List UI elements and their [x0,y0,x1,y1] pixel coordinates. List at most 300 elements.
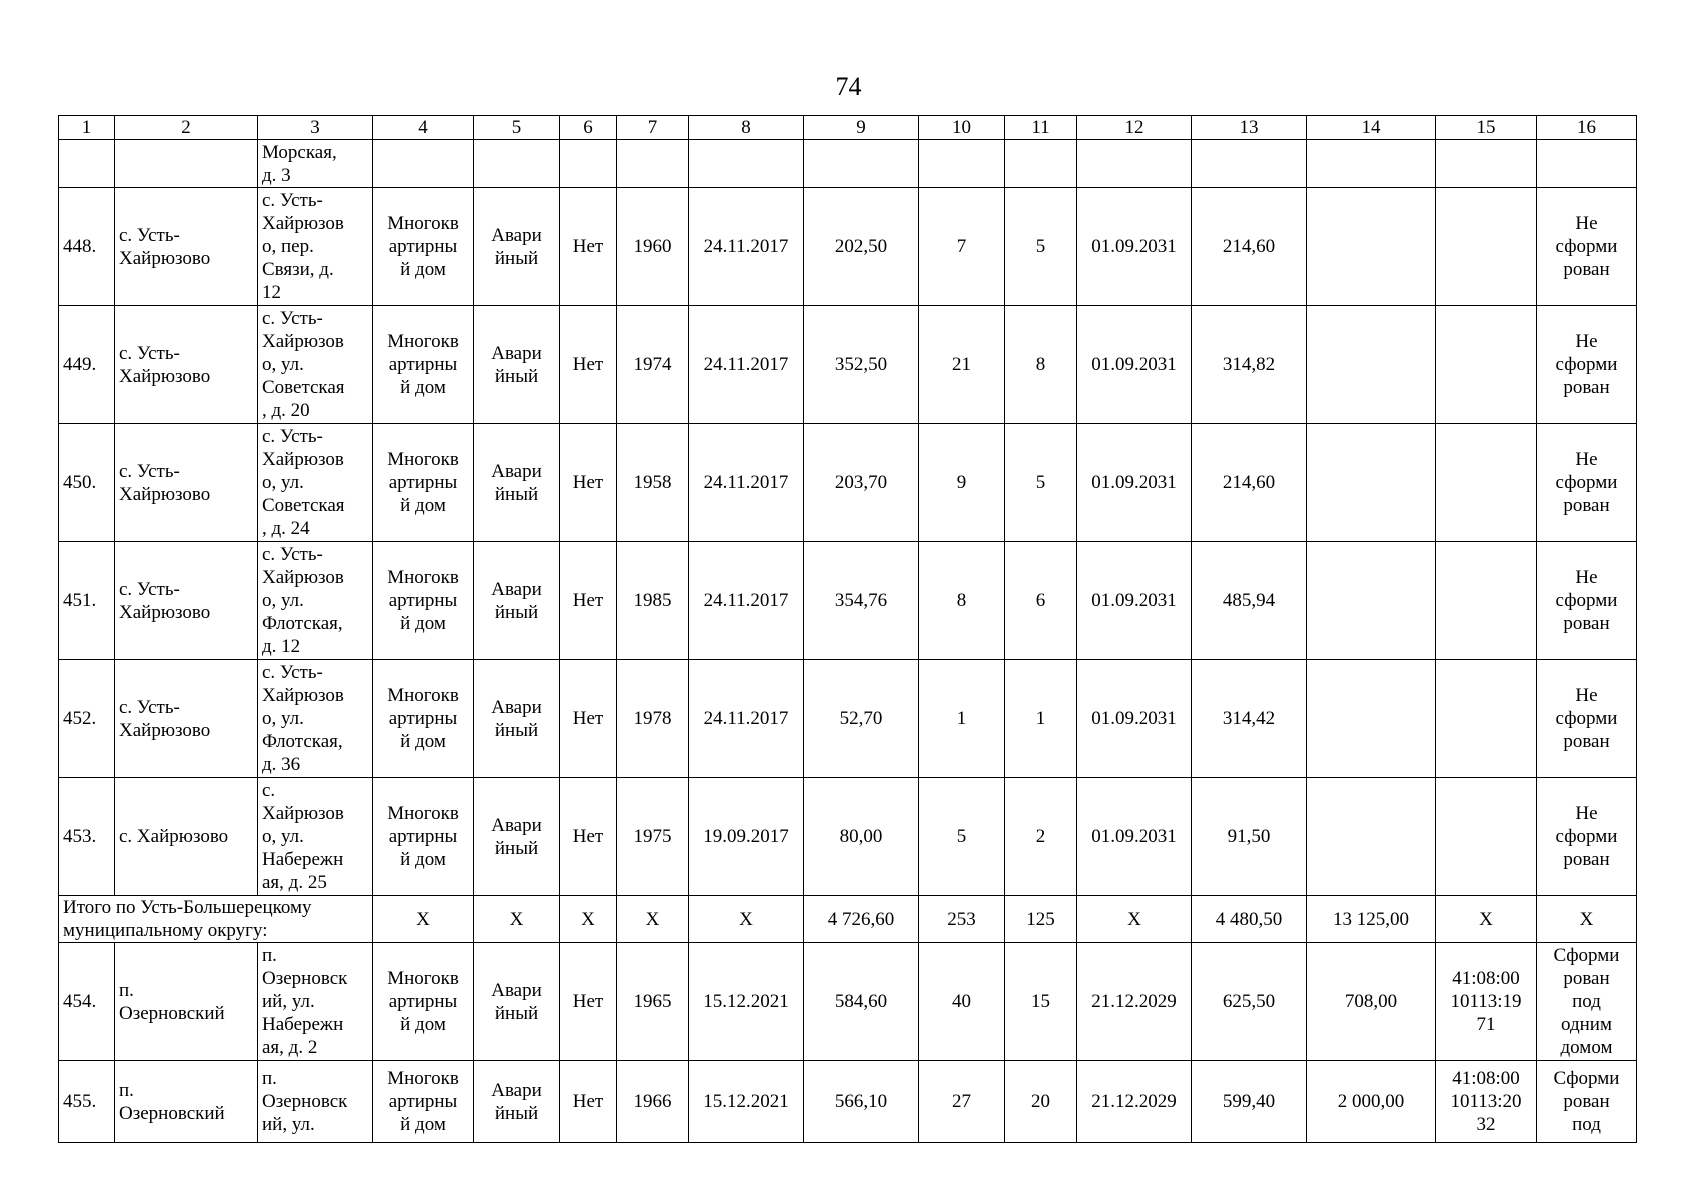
land-plot-status-cell-line: сформи [1555,236,1618,257]
address-cell-line: п. [262,945,277,966]
cadastral-number-cell [1436,424,1537,542]
land-plot-status-cell-line: Не [1575,213,1598,234]
column-10-cell: 5 [919,778,1005,896]
column-13-cell: 599,40 [1192,1061,1307,1143]
address-cell-line: Озерновск [262,1091,348,1112]
column-13-cell: 485,94 [1192,542,1307,660]
column-11-cell: 6 [1005,542,1077,660]
recognition-date-cell: 15.12.2021 [689,1061,804,1143]
address-cell-line: п. [262,1068,277,1089]
address-cell-line: ая, д. 25 [262,872,327,893]
column-11-cell: 8 [1005,306,1077,424]
address-cell-line: Хайрюзов [262,567,344,588]
year-built-cell: 1966 [617,1061,689,1143]
cadastral-number-cell [1436,1061,1537,1143]
column-14-cell [1307,424,1436,542]
column-14-cell [1307,542,1436,660]
column-6-cell: Нет [560,1061,617,1143]
settlement-cell [115,660,258,778]
continued-address-cell-line: д. 3 [262,164,291,186]
column-number-3: 3 [258,116,373,140]
building-type-cell-line: Многокв [387,968,459,989]
address-cell-line: о, ул. [262,472,304,493]
row-number-cell: 451. [59,542,115,660]
building-type-cell [373,306,474,424]
deadline-date-cell: 01.09.2031 [1077,188,1192,306]
column-6-cell: Нет [560,943,617,1061]
building-type-cell [373,943,474,1061]
address-cell-line: Флотская, [262,613,343,634]
column-11-cell: 20 [1005,1061,1077,1143]
column-14-cell: 2 000,00 [1307,1061,1436,1143]
address-cell-line: 12 [262,282,281,303]
column-number-1: 1 [59,116,115,140]
column-10-cell: 21 [919,306,1005,424]
building-type-cell-line: Многокв [387,1068,459,1089]
cadastral-number-cell [1436,943,1537,1061]
address-cell-line: Набережн [262,1014,344,1035]
column-13-cell: 214,60 [1192,188,1307,306]
building-type-cell [373,188,474,306]
address-cell-line: о, ул. [262,354,304,375]
empty-cell [804,140,919,188]
empty-cell [373,140,474,188]
column-14-cell [1307,660,1436,778]
column-number-13: 13 [1192,116,1307,140]
page-number: 74 [835,72,862,101]
column-number-9: 9 [804,116,919,140]
empty-cell [115,140,258,188]
column-11-cell: 5 [1005,188,1077,306]
address-cell-line: ий, ул. [262,1114,315,1135]
recognition-date-cell: 19.09.2017 [689,778,804,896]
column-11-cell: 1 [1005,660,1077,778]
cadastral-number-cell [1436,188,1537,306]
empty-cell [689,140,804,188]
column-13-cell: 91,50 [1192,778,1307,896]
cadastral-number-cell-line: 41:08:00 [1452,968,1520,989]
column-10-cell: 1 [919,660,1005,778]
table-row [59,188,1637,306]
condition-status-cell-line: йный [494,1102,539,1124]
total-label-cell-line: Итого по Усть-Большерецкому [63,897,312,918]
column-numbers-row [59,116,1637,140]
total-c6-cell: Х [560,896,617,943]
address-cell-line: с. Усть- [262,544,323,565]
column-10-cell: 8 [919,542,1005,660]
address-cell [258,424,373,542]
land-plot-status-cell-line: под [1572,1114,1601,1135]
cadastral-number-cell [1436,542,1537,660]
total-c16-cell: Х [1537,896,1637,943]
condition-status-cell [474,306,560,424]
column-14-cell: 708,00 [1307,943,1436,1061]
land-plot-status-cell [1537,778,1637,896]
condition-status-cell-line: Авари [491,814,542,836]
column-13-cell: 314,42 [1192,660,1307,778]
condition-status-cell-line: Авари [491,979,542,1001]
address-cell [258,778,373,896]
address-cell-line: Набережн [262,849,344,870]
building-type-cell-line: й дом [400,377,446,398]
condition-status-cell-line: йный [494,837,539,859]
condition-status-cell-line: йный [494,247,539,269]
address-cell [258,943,373,1061]
address-cell-line: о, ул. [262,708,304,729]
table-row [59,542,1637,660]
settlement-cell [115,943,258,1061]
address-cell-line: д. 36 [262,754,301,775]
condition-status-cell [474,943,560,1061]
column-13-cell: 214,60 [1192,424,1307,542]
settlement-cell-line: п. [119,979,134,1001]
condition-status-cell-line: Авари [491,578,542,600]
table-row [59,306,1637,424]
building-type-cell [373,660,474,778]
column-6-cell: Нет [560,778,617,896]
recognition-date-cell: 24.11.2017 [689,660,804,778]
address-cell-line: с. Усть- [262,308,323,329]
address-cell-line: , д. 24 [262,518,310,539]
column-11-cell: 5 [1005,424,1077,542]
building-type-cell-line: й дом [400,613,446,634]
land-plot-status-cell-line: сформи [1555,354,1618,375]
total-c15-cell: Х [1436,896,1537,943]
address-cell [258,1061,373,1143]
building-type-cell [373,778,474,896]
empty-cell [1537,140,1637,188]
condition-status-cell-line: Авари [491,342,542,364]
row-number-cell: 453. [59,778,115,896]
column-number-2: 2 [115,116,258,140]
row-number-cell: 454. [59,943,115,1061]
column-10-cell: 40 [919,943,1005,1061]
column-6-cell: Нет [560,660,617,778]
land-plot-status-cell-line: рован [1563,968,1610,989]
total-c12-cell: Х [1077,896,1192,943]
deadline-date-cell: 21.12.2029 [1077,943,1192,1061]
cadastral-number-cell-line: 41:08:00 [1452,1068,1520,1089]
total-c10-cell: 253 [919,896,1005,943]
column-number-8: 8 [689,116,804,140]
building-type-cell-line: й дом [400,495,446,516]
address-cell-line: Озерновск [262,968,348,989]
land-plot-status-cell-line: рован [1563,495,1610,516]
total-c8-cell: Х [689,896,804,943]
empty-cell [919,140,1005,188]
area-cell: 202,50 [804,188,919,306]
settlement-cell-line: с. Усть- [119,460,180,482]
empty-cell [1436,140,1537,188]
building-type-cell [373,542,474,660]
settlement-cell-line: Озерновский [119,1002,225,1024]
building-type-cell-line: артирны [388,1091,458,1112]
settlement-cell-line: с. Усть- [119,224,180,246]
building-type-cell-line: Многокв [387,213,459,234]
land-plot-status-cell-line: рован [1563,259,1610,280]
recognition-date-cell: 24.11.2017 [689,424,804,542]
settlement-cell-line: Хайрюзово [119,601,211,623]
settlement-cell-line: Хайрюзово [119,483,211,505]
land-plot-status-cell-line: Не [1575,803,1598,824]
column-number-5: 5 [474,116,560,140]
address-cell [258,188,373,306]
row-number-cell: 448. [59,188,115,306]
condition-status-cell-line: Авари [491,1079,542,1101]
land-plot-status-cell [1537,424,1637,542]
table-row [59,424,1637,542]
settlement-cell-line: Хайрюзово [119,247,211,269]
empty-cell [1307,140,1436,188]
cadastral-number-cell-line: 10113:19 [1450,991,1522,1012]
land-plot-status-cell-line: рован [1563,1091,1610,1112]
land-plot-status-cell-line: Сформи [1553,945,1620,966]
building-type-cell-line: артирны [388,236,458,257]
address-cell-line: с. Усть- [262,662,323,683]
table-row [59,778,1637,896]
total-c4-cell: Х [373,896,474,943]
settlement-cell-line: с. Усть- [119,342,180,364]
land-plot-status-cell-line: сформи [1555,708,1618,729]
land-plot-status-cell-line: домом [1560,1037,1613,1058]
building-type-cell-line: Многокв [387,331,459,352]
continuation-row [59,140,1637,188]
address-cell-line: Хайрюзов [262,213,344,234]
settlement-cell-line: Хайрюзово [119,365,211,387]
land-plot-status-cell-line: Не [1575,331,1598,352]
column-6-cell: Нет [560,188,617,306]
settlement-cell [115,542,258,660]
deadline-date-cell: 01.09.2031 [1077,542,1192,660]
settlement-cell [115,778,258,896]
column-6-cell: Нет [560,542,617,660]
settlement-cell [115,1061,258,1143]
address-cell-line: с. Усть- [262,190,323,211]
settlement-cell-line: с. Усть- [119,578,180,600]
land-plot-status-cell-line: сформи [1555,826,1618,847]
condition-status-cell-line: йный [494,1002,539,1024]
address-cell-line: Хайрюзов [262,449,344,470]
area-cell: 52,70 [804,660,919,778]
deadline-date-cell: 21.12.2029 [1077,1061,1192,1143]
area-cell: 352,50 [804,306,919,424]
total-c9-cell: 4 726,60 [804,896,919,943]
table-row [59,943,1637,1061]
land-plot-status-cell-line: сформи [1555,590,1618,611]
settlement-cell-line: п. [119,1079,134,1101]
total-c5-cell: Х [474,896,560,943]
building-type-cell-line: артирны [388,472,458,493]
building-type-cell-line: артирны [388,826,458,847]
area-cell: 584,60 [804,943,919,1061]
row-number-cell: 450. [59,424,115,542]
building-type-cell-line: Многокв [387,449,459,470]
column-14-cell [1307,306,1436,424]
column-number-10: 10 [919,116,1005,140]
address-cell-line: , д. 20 [262,400,310,421]
condition-status-cell [474,424,560,542]
settlement-cell [115,188,258,306]
empty-cell [617,140,689,188]
land-plot-status-cell [1537,542,1637,660]
total-c7-cell: Х [617,896,689,943]
row-number-cell: 452. [59,660,115,778]
condition-status-cell-line: йный [494,365,539,387]
land-plot-status-cell-line: рован [1563,613,1610,634]
recognition-date-cell: 24.11.2017 [689,188,804,306]
column-10-cell: 7 [919,188,1005,306]
condition-status-cell-line: Авари [491,696,542,718]
cadastral-number-cell-line: 10113:20 [1450,1091,1522,1112]
year-built-cell: 1960 [617,188,689,306]
condition-status-cell-line: Авари [491,460,542,482]
condition-status-cell [474,542,560,660]
cadastral-number-cell [1436,778,1537,896]
building-type-cell-line: артирны [388,590,458,611]
building-type-cell-line: й дом [400,849,446,870]
empty-cell [59,140,115,188]
address-cell-line: Связи, д. [262,259,334,280]
column-number-6: 6 [560,116,617,140]
address-cell-line: ий, ул. [262,991,315,1012]
empty-cell [1005,140,1077,188]
empty-cell [474,140,560,188]
building-type-cell-line: Многокв [387,567,459,588]
condition-status-cell [474,660,560,778]
building-type-cell [373,424,474,542]
total-label-cell [59,896,373,943]
table-row [59,1061,1637,1143]
address-cell-line: Советская [262,377,345,398]
land-plot-status-cell-line: Сформи [1553,1068,1620,1089]
column-number-4: 4 [373,116,474,140]
settlement-cell [115,424,258,542]
empty-cell [560,140,617,188]
total-c13-cell: 4 480,50 [1192,896,1307,943]
land-plot-status-cell [1537,943,1637,1061]
building-type-cell-line: артирны [388,354,458,375]
condition-status-cell [474,778,560,896]
land-plot-status-cell-line: сформи [1555,472,1618,493]
condition-status-cell-line: йный [494,719,539,741]
address-cell-line: с. [262,780,276,801]
land-plot-status-cell-line: рован [1563,849,1610,870]
building-type-cell-line: артирны [388,708,458,729]
address-cell-line: о, ул. [262,826,304,847]
land-plot-status-cell-line: Не [1575,567,1598,588]
address-cell-line: д. 12 [262,636,301,657]
condition-status-cell [474,188,560,306]
land-plot-status-cell [1537,306,1637,424]
cadastral-number-cell [1436,660,1537,778]
address-cell-line: с. Усть- [262,426,323,447]
total-row [59,896,1637,943]
address-cell [258,660,373,778]
year-built-cell: 1978 [617,660,689,778]
column-14-cell [1307,778,1436,896]
settlement-cell-line: с. Хайрюзово [119,826,229,847]
year-built-cell: 1965 [617,943,689,1061]
area-cell: 566,10 [804,1061,919,1143]
address-cell-line: Хайрюзов [262,331,344,352]
address-cell [258,542,373,660]
address-cell-line: Советская [262,495,345,516]
settlement-cell-line: с. Усть- [119,696,180,718]
area-cell: 354,76 [804,542,919,660]
housing-registry-table [58,115,1637,1143]
year-built-cell: 1974 [617,306,689,424]
total-c14-cell: 13 125,00 [1307,896,1436,943]
recognition-date-cell: 24.11.2017 [689,542,804,660]
column-11-cell: 2 [1005,778,1077,896]
address-cell-line: о, ул. [262,590,304,611]
settlement-cell-line: Хайрюзово [119,719,211,741]
address-cell [258,306,373,424]
table-row [59,660,1637,778]
empty-cell [1192,140,1307,188]
row-number-cell: 455. [59,1061,115,1143]
building-type-cell-line: Многокв [387,685,459,706]
column-number-11: 11 [1005,116,1077,140]
address-cell-line: Хайрюзов [262,685,344,706]
area-cell: 80,00 [804,778,919,896]
land-plot-status-cell-line: рован [1563,377,1610,398]
cadastral-number-cell-line: 71 [1476,1014,1496,1035]
land-plot-status-cell [1537,188,1637,306]
settlement-cell-line: Озерновский [119,1102,225,1124]
land-plot-status-cell [1537,1061,1637,1143]
building-type-cell-line: артирны [388,991,458,1012]
address-cell-line: Флотская, [262,731,343,752]
land-plot-status-cell-line: Не [1575,685,1598,706]
recognition-date-cell: 15.12.2021 [689,943,804,1061]
area-cell: 203,70 [804,424,919,542]
year-built-cell: 1985 [617,542,689,660]
continued-address-cell-line: Морская, [262,141,337,163]
condition-status-cell-line: Авари [491,224,542,246]
column-14-cell [1307,188,1436,306]
year-built-cell: 1975 [617,778,689,896]
address-cell-line: о, пер. [262,236,314,257]
deadline-date-cell: 01.09.2031 [1077,306,1192,424]
land-plot-status-cell-line: рован [1563,731,1610,752]
column-13-cell: 314,82 [1192,306,1307,424]
recognition-date-cell: 24.11.2017 [689,306,804,424]
row-number-cell: 449. [59,306,115,424]
address-cell-line: Хайрюзов [262,803,344,824]
land-plot-status-cell-line: под [1572,991,1601,1012]
address-cell-line: ая, д. 2 [262,1037,318,1058]
total-label-cell-line: муниципальному округу: [63,920,268,941]
building-type-cell-line: й дом [400,731,446,752]
column-number-15: 15 [1436,116,1537,140]
land-plot-status-cell-line: Не [1575,449,1598,470]
condition-status-cell [474,1061,560,1143]
column-6-cell: Нет [560,424,617,542]
cadastral-number-cell [1436,306,1537,424]
condition-status-cell-line: йный [494,483,539,505]
building-type-cell-line: й дом [400,259,446,280]
building-type-cell-line: й дом [400,1114,446,1135]
column-11-cell: 15 [1005,943,1077,1061]
cadastral-number-cell-line: 32 [1476,1114,1496,1135]
deadline-date-cell: 01.09.2031 [1077,424,1192,542]
building-type-cell [373,1061,474,1143]
settlement-cell [115,306,258,424]
continued-address-cell [258,140,373,188]
land-plot-status-cell [1537,660,1637,778]
column-10-cell: 9 [919,424,1005,542]
